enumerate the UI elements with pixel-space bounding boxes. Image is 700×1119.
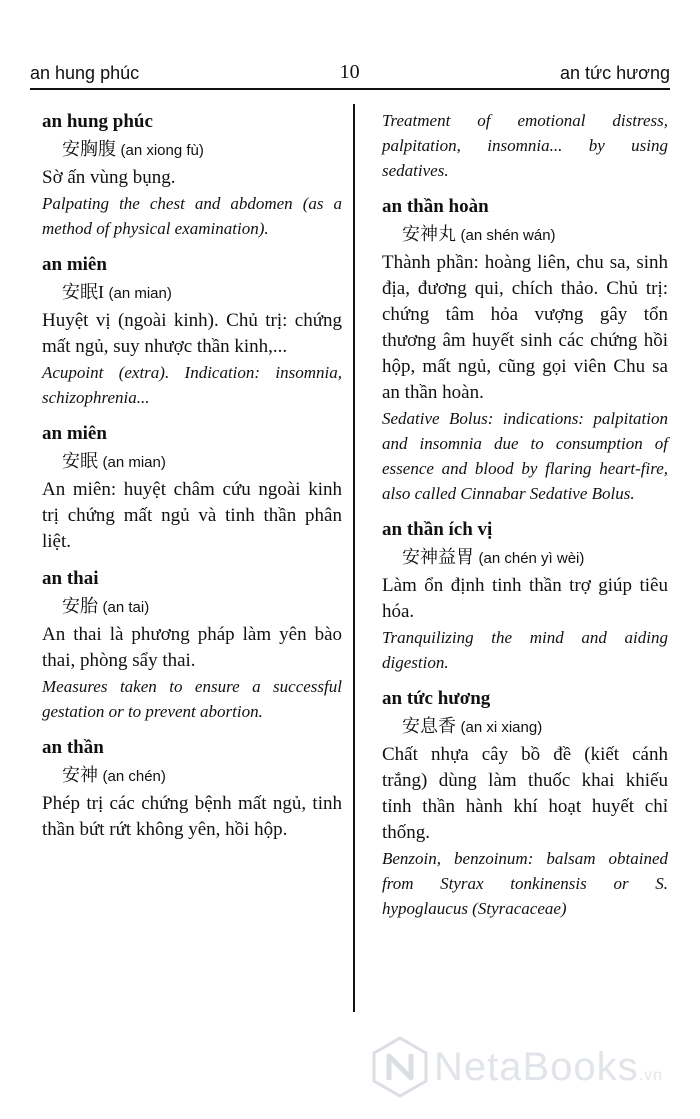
netabooks-watermark (372, 1036, 663, 1098)
entry-headword: an thần (42, 737, 104, 758)
dictionary-entry (382, 516, 668, 675)
entry-headword: an miên (42, 423, 107, 444)
entry-chinese (42, 278, 342, 308)
entry-headword: an thần hoàn (382, 196, 489, 217)
dictionary-entry (42, 734, 342, 843)
entry-vietnamese-definition: Phép trị các chứng bệnh mất ngủ, tinh thần bứt rứt không yên, hồi hộp. (42, 793, 342, 840)
header-left-guide-word: an hung phúc (30, 63, 140, 83)
chinese-characters: 安眠 (62, 451, 98, 471)
entry-chinese (382, 543, 668, 573)
dictionary-entry (42, 251, 342, 410)
entry-english-definition: Benzoin, benzoinum: balsam obtained from Styrax tonkinensis or S. hypoglaucus (Styracaceae) (382, 849, 668, 918)
entry-headword: an tức hương (382, 688, 491, 709)
pinyin: (an shén wán) (460, 227, 556, 244)
entry-english-definition: Measures taken to ensure a successful gestation or to prevent abortion. (42, 677, 342, 721)
entry-chinese (42, 447, 342, 477)
left-column (42, 108, 342, 843)
entry-vietnamese-definition: An miên: huyệt châm cứu ngoài kinh trị chứng mất ngủ và tinh thần phân liệt. (42, 479, 342, 552)
entry-vietnamese-definition: An thai là phương pháp làm yên bào thai, phòng sẩy thai. (42, 624, 342, 671)
entry-vietnamese-definition: Chất nhựa cây bồ đề (kiết cánh trắng) dùng làm thuốc khai khiếu tỉnh thần hành khí hoạt huyết chỉ thống. (382, 744, 668, 843)
chinese-characters: 安胸腹 (62, 139, 116, 159)
chinese-characters: 安眠I (62, 282, 104, 302)
entry-vietnamese-definition: Sờ ấn vùng bụng. (42, 167, 176, 188)
entry-chinese (42, 592, 342, 622)
chinese-characters: 安息香 (402, 716, 456, 736)
dictionary-entry (382, 685, 668, 921)
entry-english-definition: Palpating the chest and abdomen (as a method of physical examination). (42, 194, 342, 238)
entry-vietnamese-definition: Thành phần: hoàng liên, chu sa, sinh địa, đương qui, chích thảo. Chủ trị: chứng tâm hỏa vượng gây tổn thương âm huyết sinh các chứng hồi hộp, mất ngủ, cũng gọi viên Chu sa an thần hoàn. (382, 252, 668, 403)
entry-headword: an thần ích vị (382, 519, 493, 540)
column-divider (353, 104, 355, 1012)
chinese-characters: 安神 (62, 765, 98, 785)
entry-english-definition: Sedative Bolus: indications: palpitation and insomnia due to consumption of essence and blood by flaring heart-fire, also called Cinnabar Sedative Bolus. (382, 409, 668, 503)
continued-english-definition: Treatment of emotional distress, palpitation, insomnia... by using sedatives. (382, 111, 668, 180)
pinyin: (an xi xiang) (460, 719, 543, 736)
entry-chinese (42, 761, 342, 791)
running-header (30, 58, 670, 84)
right-column (382, 108, 668, 921)
pinyin: (an mian) (108, 285, 172, 302)
entry-english-definition: Acupoint (extra). Indication: insomnia, schizophrenia... (42, 363, 342, 407)
entry-headword: an thai (42, 568, 99, 589)
watermark-text: NetaBooks.vn (434, 1044, 664, 1089)
dictionary-entry (42, 565, 342, 724)
entry-chinese (382, 712, 668, 742)
pinyin: (an tai) (102, 599, 150, 616)
dictionary-entry (382, 193, 668, 506)
entry-english-definition: Tranquilizing the mind and aiding digestion. (382, 628, 668, 672)
pinyin: (an chén yì wèi) (478, 550, 585, 567)
chinese-characters: 安神丸 (402, 224, 456, 244)
entry-vietnamese-definition: Làm ổn định tinh thần trợ giúp tiêu hóa. (382, 575, 668, 622)
page-number: 10 (339, 61, 360, 83)
entry-headword: an hung phúc (42, 111, 153, 132)
entry-chinese (42, 135, 342, 165)
pinyin: (an mian) (102, 454, 166, 471)
entry-chinese (382, 220, 668, 250)
dictionary-entry (42, 108, 342, 241)
pinyin: (an chén) (102, 768, 166, 785)
header-right-guide-word: an tức hương (560, 63, 670, 83)
chinese-characters: 安胎 (62, 596, 98, 616)
chinese-characters: 安神益胃 (402, 547, 474, 567)
dictionary-entry (42, 420, 342, 555)
entry-headword: an miên (42, 254, 107, 275)
pinyin: (an xiong fù) (120, 142, 204, 159)
entry-vietnamese-definition: Huyệt vị (ngoài kinh). Chủ trị: chứng mất ngủ, suy nhược thần kinh,... (42, 310, 342, 357)
netabooks-logo-icon (372, 1036, 428, 1098)
header-rule (30, 88, 670, 90)
